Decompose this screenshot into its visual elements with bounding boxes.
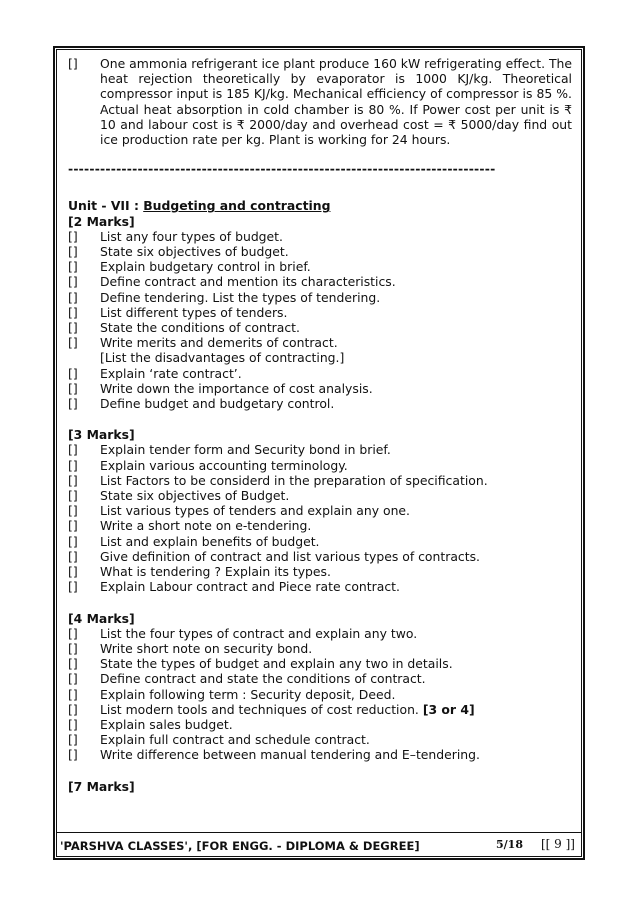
question-item: [68, 458, 572, 473]
question-bullet: []: [68, 716, 78, 732]
question-bullet: []: [68, 442, 78, 458]
question-text: Write difference between manual tendering and E–tendering.: [100, 747, 480, 763]
question-item: [68, 641, 572, 656]
question-item: [68, 381, 572, 396]
question-text: Explain various accounting terminology.: [100, 457, 348, 473]
question-bullet: []: [68, 564, 78, 580]
footer-publisher: 'PARSHVA CLASSES', [FOR ENGG. - DIPLOMA & DEGREE]: [60, 839, 420, 853]
footer-divider: [56, 832, 582, 833]
question-item: [68, 488, 572, 503]
question-bullet: []: [68, 289, 78, 305]
question-bullet: []: [68, 335, 78, 351]
question-item: [68, 503, 572, 518]
page-footer: [60, 838, 580, 856]
question-bullet: []: [68, 472, 78, 488]
question-item: [68, 656, 572, 671]
unit-title: [68, 198, 572, 213]
question-bullet: []: [68, 732, 78, 748]
question-bullet: []: [68, 259, 78, 275]
question-item: [68, 244, 572, 259]
question-bullet: []: [68, 380, 78, 396]
question-bullet: []: [68, 533, 78, 549]
unit-name: Budgeting and contracting: [143, 198, 331, 214]
question-bullet: []: [68, 274, 78, 290]
question-text: What is tendering ? Explain its types.: [100, 564, 331, 580]
marks-heading-3: [3 Marks]: [68, 427, 135, 443]
question-item: [68, 518, 572, 533]
question-text: Define budget and budgetary control.: [100, 396, 335, 412]
question-bullet: []: [68, 640, 78, 656]
question-item: [68, 290, 572, 305]
question-text: Explain Labour contract and Piece rate contract.: [100, 579, 400, 595]
question-text: Explain sales budget.: [100, 716, 233, 732]
question-bullet: []: [68, 747, 78, 763]
question-text: Write down the importance of cost analysis.: [100, 380, 373, 396]
question-bullet: []: [68, 686, 78, 702]
question-text: Define tendering. List the types of tendering.: [100, 289, 381, 305]
question-text: List Factors to be considerd in the preparation of specification.: [100, 472, 488, 488]
question-bullet: []: [68, 320, 78, 336]
question-item: [68, 274, 572, 289]
question-bullet: []: [68, 457, 78, 473]
question-item: [68, 442, 572, 457]
question-bullet: []: [68, 503, 78, 519]
question-text: Write short note on security bond.: [100, 640, 313, 656]
question-bullet: []: [68, 228, 78, 244]
question-item: [68, 626, 572, 641]
question-item: [68, 732, 572, 747]
marks-heading-4: [4 Marks]: [68, 610, 135, 626]
question-item: [68, 687, 572, 702]
question-bullet: []: [68, 396, 78, 412]
marks-note: [3 or 4]: [422, 701, 475, 717]
question-bullet: []: [68, 625, 78, 641]
question-bullet: []: [68, 56, 78, 71]
marks-heading-2: [2 Marks]: [68, 213, 135, 229]
footer-page-number: [[ 9 ]]: [541, 837, 575, 851]
question-item: [68, 473, 572, 488]
question-item: [68, 259, 572, 274]
question-bullet: []: [68, 365, 78, 381]
question-text: Define contract and state the conditions of contract.: [100, 671, 426, 687]
section-separator: --------------------------------------------------------------------------------: [68, 161, 496, 177]
question-text: One ammonia refrigerant ice plant produce 160 kW refrigerating effect. The heat rejection theoretically by evaporator is 1000 KJ/kg. Theoretical compressor input is 185 KJ/kg. Mechanical efficiency of compressor is 85 %. Actual heat absorption in cold chamber is 80 %. If Power cost per unit is ₹ 10 and labour cost is ₹ 2000/day and overhead cost = ₹ 5000/day find out ice production rate per kg. Plant is working for 24 hours.: [100, 56, 573, 148]
question-text: Explain ‘rate contract’.: [100, 365, 242, 381]
question-text: List various types of tenders and explain any one.: [100, 503, 410, 519]
question-bullet: []: [68, 579, 78, 595]
question-text: Explain budgetary control in brief.: [100, 259, 311, 275]
marks-heading-7: [7 Marks]: [68, 778, 135, 794]
question-text: Write a short note on e-tendering.: [100, 518, 312, 534]
question-text: List any four types of budget.: [100, 228, 283, 244]
question-item: [68, 747, 572, 762]
question-text: Define contract and mention its characteristics.: [100, 274, 396, 290]
unit-prefix: Unit - VII :: [68, 198, 144, 214]
question-text: State six objectives of budget.: [100, 244, 289, 260]
question-text: Explain following term : Security deposit, Deed.: [100, 686, 396, 702]
question-text: List modern tools and techniques of cost reduction.: [100, 701, 423, 717]
question-item: [68, 229, 572, 244]
question-continuation: [List the disadvantages of contracting.]: [100, 350, 345, 366]
question-item: [68, 671, 572, 686]
question-text: State six objectives of Budget.: [100, 488, 290, 504]
question-item: [68, 305, 572, 320]
question-item: [68, 396, 572, 411]
question-item: [68, 320, 572, 335]
footer-page-count: 5/18: [496, 838, 523, 851]
question-item: [68, 366, 572, 381]
question-text: State the conditions of contract.: [100, 320, 300, 336]
question-bullet: []: [68, 488, 78, 504]
question-item: [68, 702, 572, 717]
question-text: State the types of budget and explain any two in details.: [100, 656, 453, 672]
question-bullet: []: [68, 548, 78, 564]
question-bullet: []: [68, 656, 78, 672]
question-item: [68, 335, 572, 350]
question-text: List and explain benefits of budget.: [100, 533, 320, 549]
question-text: Explain tender form and Security bond in brief.: [100, 442, 391, 458]
question-item: [68, 717, 572, 732]
question-text: List the four types of contract and explain any two.: [100, 625, 418, 641]
question-bullet: []: [68, 701, 78, 717]
question-bullet: []: [68, 518, 78, 534]
question-item: [68, 579, 572, 594]
question-item: [68, 534, 572, 549]
question-item: [68, 564, 572, 579]
question-bullet: []: [68, 671, 78, 687]
question-text: Give definition of contract and list various types of contracts.: [100, 548, 480, 564]
question-bullet: []: [68, 304, 78, 320]
question-text: List different types of tenders.: [100, 304, 288, 320]
question-text: Write merits and demerits of contract.: [100, 335, 338, 351]
question-item: [68, 549, 572, 564]
intro-question: [68, 56, 572, 147]
question-bullet: []: [68, 244, 78, 260]
question-text: Explain full contract and schedule contract.: [100, 732, 370, 748]
page-content: [68, 56, 572, 794]
